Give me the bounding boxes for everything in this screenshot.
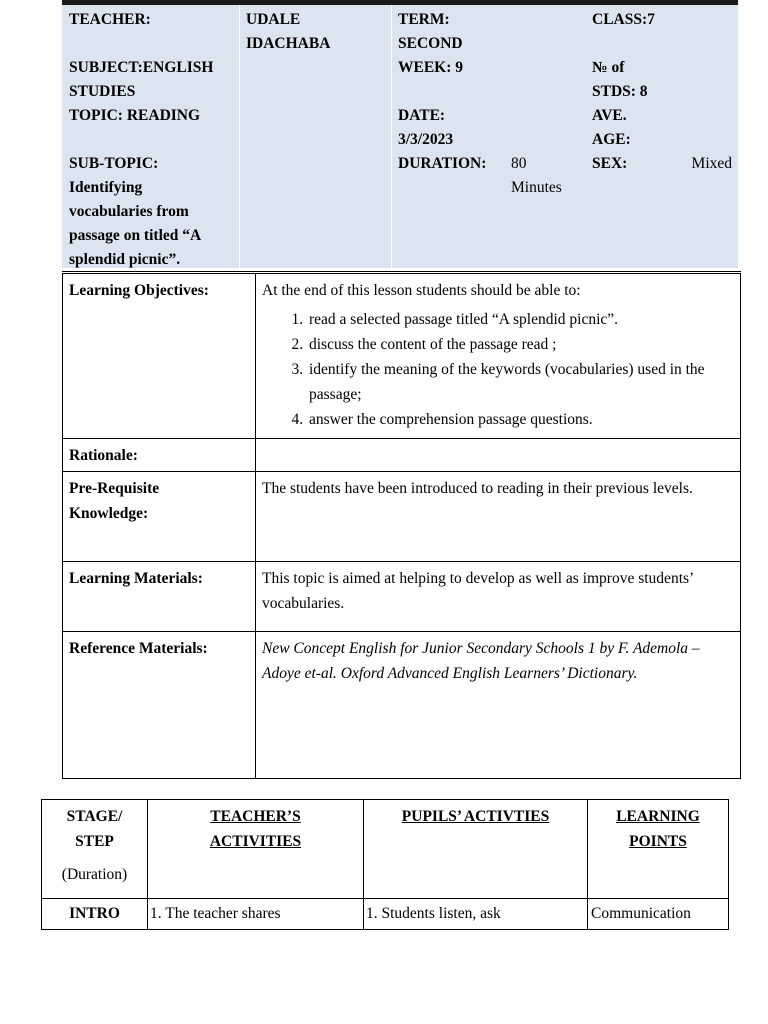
learning-points-header	[588, 800, 729, 899]
sex-label: SEX:	[592, 155, 628, 172]
duration-unit: Minutes	[511, 179, 562, 196]
reference-materials-value: New Concept English for Junior Secondary Schools 1 by F. Ademola –Adoye et-al. Oxford Advanced English Learners’ Dictionary.	[256, 632, 741, 779]
learning-objectives-cell	[256, 273, 741, 439]
pupil-activity-cell: 1. Students listen, ask	[364, 899, 588, 930]
list-item: 2. discuss the content of the passage read ;	[307, 332, 734, 357]
learning-materials-value: This topic is aimed at helping to develop as well as improve students’ vocabularies.	[256, 562, 741, 632]
lesson-header	[62, 0, 738, 268]
learning-points-header-line: POINTS	[629, 833, 687, 850]
prerequisite-label-line: Pre-Requisite	[69, 480, 160, 497]
teacher-name: IDACHABA	[246, 35, 331, 52]
subtopic-text: vocabularies from	[69, 203, 189, 220]
reference-materials-label: Reference Materials:	[63, 632, 256, 779]
sex-value: Mixed	[691, 155, 732, 172]
learning-point-cell: Communication	[588, 899, 729, 930]
class-label: CLASS:7	[592, 11, 655, 28]
stage-header-line: STAGE/	[66, 808, 123, 825]
term-label: TERM:	[398, 11, 450, 28]
prerequisite-label-line: Knowledge:	[69, 505, 149, 522]
rationale-value	[256, 439, 741, 472]
subtopic-text: Identifying	[69, 179, 143, 196]
stage-cell: INTRO	[42, 899, 148, 930]
table-row	[63, 472, 741, 562]
objectives-list	[262, 307, 734, 432]
header-column-subject	[69, 8, 239, 272]
rationale-label: Rationale:	[63, 439, 256, 472]
subject-label: SUBJECT:ENGLISH	[69, 59, 214, 76]
list-item: 4. answer the comprehension passage questions.	[307, 407, 734, 432]
header-column-teacher-name	[246, 8, 386, 56]
term-value: SECOND	[398, 35, 463, 52]
table-row	[63, 273, 741, 439]
stage-header	[42, 800, 148, 899]
teacher-activities-header-line: TEACHER’S	[210, 808, 301, 825]
lesson-objectives-table	[62, 271, 741, 779]
objectives-intro: At the end of this lesson students should be able to:	[262, 282, 581, 299]
duration-value: 80	[511, 155, 527, 172]
header-divider	[239, 5, 240, 268]
table-row	[63, 562, 741, 632]
stage-duration-label: (Duration)	[61, 866, 128, 883]
subtopic-text: passage on titled “A	[69, 227, 202, 244]
learning-points-header-line: LEARNING	[616, 808, 700, 825]
teacher-label: TEACHER:	[69, 11, 151, 28]
learning-objectives-label: Learning Objectives:	[63, 273, 256, 439]
teacher-name: UDALE	[246, 11, 301, 28]
prerequisite-value: The students have been introduced to reading in their previous levels.	[256, 472, 741, 562]
list-item: 3. identify the meaning of the keywords (vocabularies) used in the passage;	[307, 357, 734, 407]
table-row	[63, 439, 741, 472]
header-column-term	[398, 8, 588, 200]
subtopic-text: splendid picnic”.	[69, 251, 181, 268]
pupils-activities-header: PUPILS’ ACTIVTIES	[364, 800, 588, 899]
teacher-activities-header-line: ACTIVITIES	[209, 833, 302, 850]
lesson-activities-table	[41, 799, 729, 930]
average-age-label: AVE.	[592, 107, 627, 124]
duration-label: DURATION:	[398, 155, 487, 172]
table-row	[42, 899, 729, 930]
stage-header-line: STEP	[75, 833, 114, 850]
average-age-label: AGE:	[592, 131, 631, 148]
topic-label: TOPIC: READING	[69, 107, 201, 124]
header-column-class	[592, 8, 732, 176]
list-item: 1. read a selected passage titled “A splendid picnic”.	[307, 307, 734, 332]
prerequisite-label	[63, 472, 256, 562]
date-label: DATE:	[398, 107, 446, 124]
teacher-activity-cell: 1. The teacher shares	[148, 899, 364, 930]
subject-label: STUDIES	[69, 83, 136, 100]
learning-materials-label: Learning Materials:	[63, 562, 256, 632]
week-label: WEEK: 9	[398, 59, 464, 76]
students-count-label: № of	[592, 59, 625, 76]
table-header-row	[42, 800, 729, 899]
students-count-label: STDS: 8	[592, 83, 648, 100]
date-value: 3/3/2023	[398, 131, 454, 148]
teacher-activities-header	[148, 800, 364, 899]
header-divider	[391, 5, 392, 268]
table-row	[63, 632, 741, 779]
subtopic-label: SUB-TOPIC:	[69, 155, 159, 172]
